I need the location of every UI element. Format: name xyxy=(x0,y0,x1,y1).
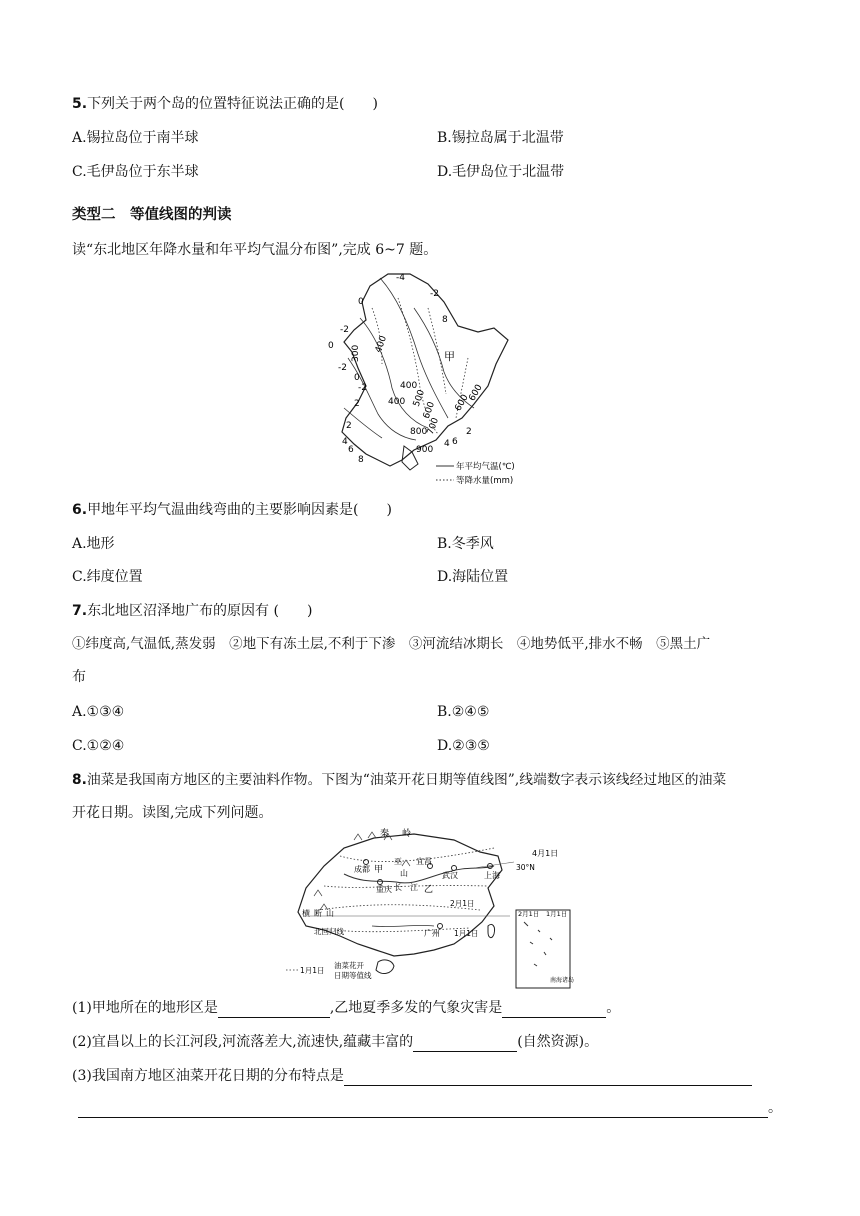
map2-label: 1月1日 xyxy=(546,910,568,918)
q8-sub1-b: ,乙地夏季多发的气象灾害是 xyxy=(329,1000,503,1016)
map2-label: 山 xyxy=(326,909,334,918)
map2-label: 30°N xyxy=(516,863,535,872)
q7-statements-cont: 布 xyxy=(72,669,86,685)
q8-sub2-b: (自然资源)。 xyxy=(517,1034,599,1050)
q8-sub3-text: (3)我国南方地区油菜开花日期的分布特点是 xyxy=(72,1068,344,1084)
q7-option-b[interactable]: B.②④⑤ xyxy=(437,704,490,720)
q7-option-c[interactable]: C.①②④ xyxy=(72,738,125,754)
northeast-map xyxy=(318,268,544,494)
rapeseed-map-svg xyxy=(284,826,576,990)
q6-stem xyxy=(72,500,392,520)
q6-option-c[interactable]: C.纬度位置 xyxy=(72,569,143,585)
precip-label: 400 xyxy=(400,381,418,391)
map2-label: 秦 xyxy=(380,829,390,839)
q7-stem-text: 东北地区沼泽地广布的原因有 ( ) xyxy=(87,603,313,619)
map2-legend: 1月1日 xyxy=(300,966,325,975)
q8-sub1-a: (1)甲地所在的地形区是 xyxy=(72,1000,218,1016)
q7-option-d[interactable]: D.②③⑤ xyxy=(437,738,490,754)
temp-label: 2 xyxy=(354,399,360,409)
q5-option-a[interactable]: A.锡拉岛位于南半球 xyxy=(72,130,199,146)
map2-label: 山 xyxy=(400,869,408,878)
temp-label: 4 xyxy=(342,437,348,447)
q6-number: 6. xyxy=(72,502,88,518)
map2-label: 宜昌 xyxy=(416,857,432,866)
map2-label: 江 xyxy=(410,883,418,892)
map2-label: 1月1日 xyxy=(454,929,479,938)
northeast-map-svg xyxy=(318,268,544,494)
map2-label: 长 xyxy=(394,883,402,892)
temp-label: 0 xyxy=(354,373,360,383)
temp-label: 8 xyxy=(358,455,364,465)
q8-sub3 xyxy=(72,1066,752,1086)
legend-precip: 等降水量(mm) xyxy=(456,476,514,486)
precip-label: 400 xyxy=(388,397,406,407)
temp-label: 6 xyxy=(348,445,354,455)
precip-label: 700 xyxy=(425,416,442,437)
map2-label: 上海 xyxy=(484,871,500,880)
map2-label: 重庆 xyxy=(376,885,392,894)
q5-option-d[interactable]: D.毛伊岛位于北温带 xyxy=(437,164,565,180)
intro-text: 读“东北地区年降水量和年平均气温分布图”,完成 6~7 题。 xyxy=(72,242,438,258)
q8-stem xyxy=(72,770,726,790)
map2-label: 断 xyxy=(314,909,322,918)
precip-label: 600 xyxy=(467,383,485,403)
answer-blank-disaster[interactable] xyxy=(502,1001,606,1018)
temp-label: 0 xyxy=(328,341,334,351)
temp-label: 2 xyxy=(346,421,352,431)
q8-sub2-a: (2)宜昌以上的长江河段,河流落差大,流速快,蕴藏丰富的 xyxy=(72,1034,414,1050)
map2-label: 巫 xyxy=(394,857,402,866)
q8-sub1 xyxy=(72,998,620,1018)
q7-stem xyxy=(72,601,312,621)
precip-label: 400 xyxy=(373,334,390,355)
answer-blank-pattern-1[interactable] xyxy=(344,1069,752,1086)
q5-option-b[interactable]: B.锡拉岛属于北温带 xyxy=(437,130,564,146)
temp-label: -2 xyxy=(430,289,439,299)
q8-sub2 xyxy=(72,1032,598,1052)
q8-sub3-cont xyxy=(78,1098,782,1118)
q8-stem-text: 油菜是我国南方地区的主要油料作物。下图为“油菜开花日期等值线图”,线端数字表示该线经过地区的油菜 xyxy=(86,772,727,788)
temp-label: 2 xyxy=(466,427,472,437)
q7-number: 7. xyxy=(72,603,88,619)
legend-temp: 年平均气温(℃) xyxy=(456,462,515,472)
temp-label: 6 xyxy=(452,437,458,447)
q5-stem-text: 下列关于两个岛的位置特征说法正确的是( ) xyxy=(87,96,378,112)
temp-label: -4 xyxy=(396,273,405,283)
temp-label: 0 xyxy=(358,297,364,307)
map2-label: 2月1日 xyxy=(450,899,475,908)
precip-label: 600 xyxy=(421,400,438,421)
map2-label: 日期等值线 xyxy=(334,971,372,980)
q5-stem xyxy=(72,94,378,114)
precip-label: 800 xyxy=(410,427,428,437)
place-label-jia: 甲 xyxy=(444,350,455,363)
precip-label: 900 xyxy=(416,445,434,455)
map2-label: 乙 xyxy=(424,885,434,895)
q8-stem-cont: 开花日期。读图,完成下列问题。 xyxy=(72,805,273,821)
map2-label: 甲 xyxy=(374,865,384,875)
map2-label: 北回归线 xyxy=(314,927,344,936)
map2-label: 广州 xyxy=(424,929,440,938)
precip-label: 300 xyxy=(351,344,361,362)
map2-label: 横 xyxy=(302,909,310,918)
answer-blank-resource[interactable] xyxy=(413,1035,517,1052)
map2-label: 岭 xyxy=(402,829,412,839)
map2-label: 成都 xyxy=(354,865,370,874)
answer-blank-landform[interactable] xyxy=(218,1001,330,1018)
q5-option-c[interactable]: C.毛伊岛位于东半球 xyxy=(72,164,199,180)
map2-label: 油菜花开 xyxy=(334,961,364,970)
q6-stem-text: 甲地年平均气温曲线弯曲的主要影响因素是( ) xyxy=(87,502,392,518)
map2-label: 南海诸岛 xyxy=(550,977,575,984)
answer-blank-pattern-2[interactable] xyxy=(78,1101,768,1118)
temp-label: 4 xyxy=(444,439,450,449)
precip-label: 500 xyxy=(411,388,428,409)
q6-option-d[interactable]: D.海陆位置 xyxy=(437,569,509,585)
q6-option-a[interactable]: A.地形 xyxy=(72,536,115,552)
temp-label: -2 xyxy=(340,325,349,335)
q8-sub3-end: 。 xyxy=(768,1100,782,1116)
map2-label: 4月1日 xyxy=(532,849,559,858)
q8-number: 8. xyxy=(72,772,87,788)
temp-label: -2 xyxy=(338,363,347,373)
rapeseed-map xyxy=(284,826,576,990)
q5-number: 5. xyxy=(72,96,88,112)
precip-label: 600 xyxy=(453,393,471,413)
temp-label: -2 xyxy=(358,383,367,393)
map2-label: 2月1日 xyxy=(518,910,540,918)
q7-statements: ①纬度高,气温低,蒸发弱 ②地下有冻土层,不利于下渗 ③河流结冰期长 ④地势低平,排水不畅 ⑤黑土广 xyxy=(72,636,711,652)
q8-sub1-end: 。 xyxy=(606,1000,621,1016)
map2-label: 武汉 xyxy=(442,871,458,880)
section-heading: 类型二 等值线图的判读 xyxy=(72,207,232,223)
q6-option-b[interactable]: B.冬季风 xyxy=(437,536,494,552)
temp-label: 8 xyxy=(442,315,448,325)
q7-option-a[interactable]: A.①③④ xyxy=(72,704,125,720)
